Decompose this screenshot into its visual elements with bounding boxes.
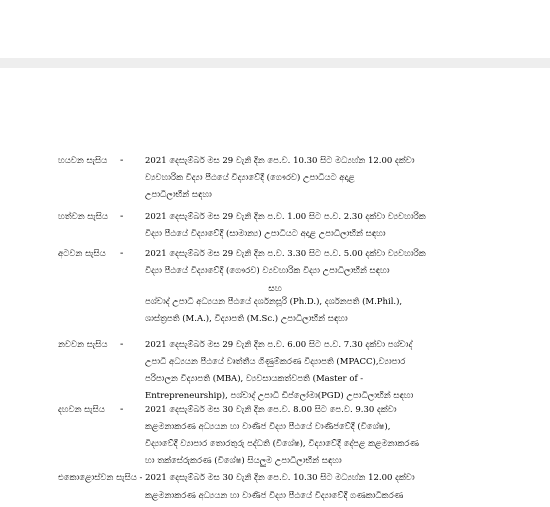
conjunction-text: සහ: [268, 284, 282, 294]
session-text-line: Entrepreneurship), පශ්චාද් උපාධි ඩිප්ලෝමා(PGD) උපාධිලාභීන් සඳහා: [145, 391, 414, 401]
session-text-line: කළමනාකරණ අධ්‍යයන හා වාණිජ විද්‍යා පීඨයේ විද්‍යාවේදී ගණකාධිකරණ: [145, 491, 404, 501]
session-text-line: විද්‍යාවේදී ව්‍යාපාර තොරතුරු පද්ධති (විශේෂ), විද්‍යාවේදී දේපළ කළමනාකරණ: [145, 439, 419, 449]
session-text-line: පරිපාලන විද්‍යාපති (MBA), ව්‍යවසායකත්වපති (Master of -: [145, 374, 364, 384]
session-text-line: උපාධිලාභීන් සඳහා: [145, 190, 212, 200]
session-text-line: විද්‍යා පීඨයේ විද්‍යාවේදී (ගෞරව) ව්‍යවහාරික විද්‍යා උපාධිලාභීන් සඳහා: [145, 266, 390, 276]
session-label: හත්වන සැසිය: [58, 212, 109, 222]
top-bar: [0, 0, 550, 58]
session-text-line: 2021 දෙසැම්බර් මස 30 වැනි දින පෙ.ව. 8.00 සිට පෙ.ව. 9.30 දක්වා: [145, 405, 397, 415]
session-text-line: විද්‍යා පීඨයේ විද්‍යාවේදී (සාමාන්‍ය) උපාධියට අදාළ උපාධිලාභීන් සඳහා: [145, 229, 386, 239]
session-11-line: එකොළොස්වන සැසිය - 2021 දෙසැම්බර් මස 30 වැනි දින පෙ.ව. 10.30 සිට මධ්‍යහ්න 12.00 දක්වා: [58, 473, 415, 483]
postgrad-text-line: පශ්චාද් උපාධි අධ්‍යයන පීඨයේ දර්ශනසූරි (Ph.D.), දර්ශනපති (M.Phil.),: [145, 297, 403, 307]
session-text-line: ව්‍යවහාරික විද්‍යා පීඨයේ විද්‍යාවේදී (ගෞරව) උපාධියට අදාළ: [145, 173, 355, 183]
document-page: [0, 68, 550, 500]
session-label: හයවන සැසිය: [58, 156, 108, 166]
session-text-line: 2021 දෙසැම්බර් මස 29 වැනි දින ප.ව. 6.00 සිට ප.ව. 7.30 දක්වා පශ්චාද්: [145, 340, 413, 350]
session-dash: -: [120, 155, 124, 166]
session-dash: -: [120, 211, 124, 222]
session-dash: -: [120, 339, 124, 350]
session-dash: -: [120, 248, 124, 259]
session-text-line: කළමනාකරණ අධ්‍යයන හා වාණිජ විද්‍යා පීඨයේ වාණිජවේදී (විශේෂ),: [145, 422, 391, 432]
postgrad-text-line: ශාස්ත්‍රපති (M.A.), විද්‍යාපති (M.Sc.) උපාධිලාභීන් සඳහා: [145, 314, 348, 324]
session-label: දහවන සැසිය: [58, 405, 105, 415]
session-text-line: උපාධි අධ්‍යයන පීඨයේ වෘත්තීය ගිණුම්කරණ විද්‍යාපති (MPACC),ව්‍යාපාර: [145, 357, 406, 367]
session-label: අටවන සැසිය: [58, 249, 106, 259]
page-separator: [0, 58, 550, 68]
session-text-line: 2021 දෙසැම්බර් මස 29 වැනි දින ප.ව. 3.30 සිට ප.ව. 5.00 දක්වා ව්‍යවහාරික: [145, 249, 426, 259]
session-label: නවවන සැසිය: [58, 340, 108, 350]
session-text-line: 2021 දෙසැම්බර් මස 29 වැනි දින පෙ.ව. 10.30 සිට මධ්‍යහ්න 12.00 දක්වා: [145, 156, 415, 166]
session-text-line: 2021 දෙසැම්බර් මස 29 වැනි දින ප.ව. 1.00 සිට ප.ව. 2.30 දක්වා ව්‍යවහාරික: [145, 212, 426, 222]
session-text-line: හා තක්සේරුකරණ (විශේෂ) සියලුම උපාධිලාභීන් සඳහා: [145, 456, 342, 466]
session-dash: -: [120, 404, 124, 415]
